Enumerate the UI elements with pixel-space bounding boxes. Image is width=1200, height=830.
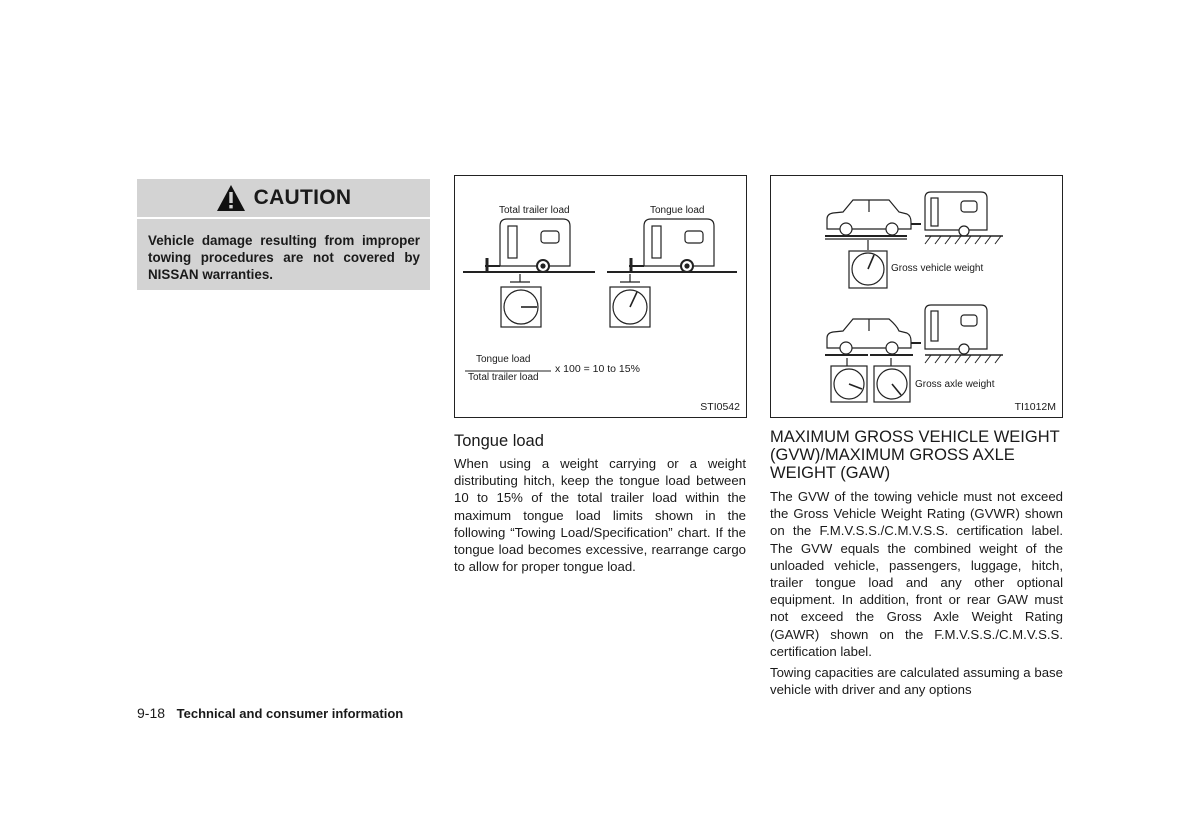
page-number: 9-18 bbox=[137, 705, 166, 721]
caution-title: CAUTION bbox=[253, 186, 352, 209]
total-trailer-load-label: Total trailer load bbox=[499, 205, 570, 216]
formula-numerator: Tongue load bbox=[476, 354, 531, 365]
tongue-load-figure bbox=[454, 175, 747, 418]
gvw-figure bbox=[770, 175, 1063, 418]
towing-capacity-paragraph: Towing capacities are calculated assuming a base vehicle with driver and any options bbox=[770, 665, 1063, 698]
gvw-paragraph: The GVW of the towing vehicle must not exceed the Gross Vehicle Weight Rating (GVWR) shown on the F.M.V.S.S./C.M.V.S.S. certification label. The GVW equals the combined weight of the unloaded vehicle, passengers, luggage, hitch, trailer tongue load and any other optional equipment. In addition, front or rear GAW must not exceed the Gross Axle Weight Rating (GAWR) shown on the F.M.V.S.S./C.M.V.S.S. certification label. bbox=[770, 489, 1063, 659]
tongue-load-paragraph: When using a weight carrying or a weight distributing hitch, keep the tongue load between 10 to 15% of the total trailer load within the maximum tongue load limits shown in the following “Towing Load/Specification” chart. If the tongue load becomes excessive, rearrange cargo to allow for proper tongue load. bbox=[454, 456, 746, 575]
figure-id: STI0542 bbox=[700, 401, 740, 413]
footer-section-title: Technical and consumer information bbox=[176, 706, 404, 721]
page-footer bbox=[137, 705, 403, 721]
formula-denominator: Total trailer load bbox=[468, 372, 539, 383]
caution-text: Vehicle damage resulting from improper towing procedures are not covered by NISSAN warranties. bbox=[137, 219, 430, 290]
gross-axle-weight-label: Gross axle weight bbox=[915, 379, 995, 390]
formula-result: x 100 = 10 to 15% bbox=[555, 363, 640, 375]
warning-icon bbox=[216, 184, 246, 212]
caution-header bbox=[137, 179, 430, 219]
gross-vehicle-weight-label: Gross vehicle weight bbox=[891, 263, 984, 274]
tongue-load-label: Tongue load bbox=[650, 205, 705, 216]
section-heading-gvw: MAXIMUM GROSS VEHICLE WEIGHT (GVW)/MAXIMUM GROSS AXLE WEIGHT (GAW) bbox=[770, 428, 1060, 482]
section-heading-tongue-load: Tongue load bbox=[454, 432, 544, 450]
figure-id: TI1012M bbox=[1014, 401, 1056, 413]
